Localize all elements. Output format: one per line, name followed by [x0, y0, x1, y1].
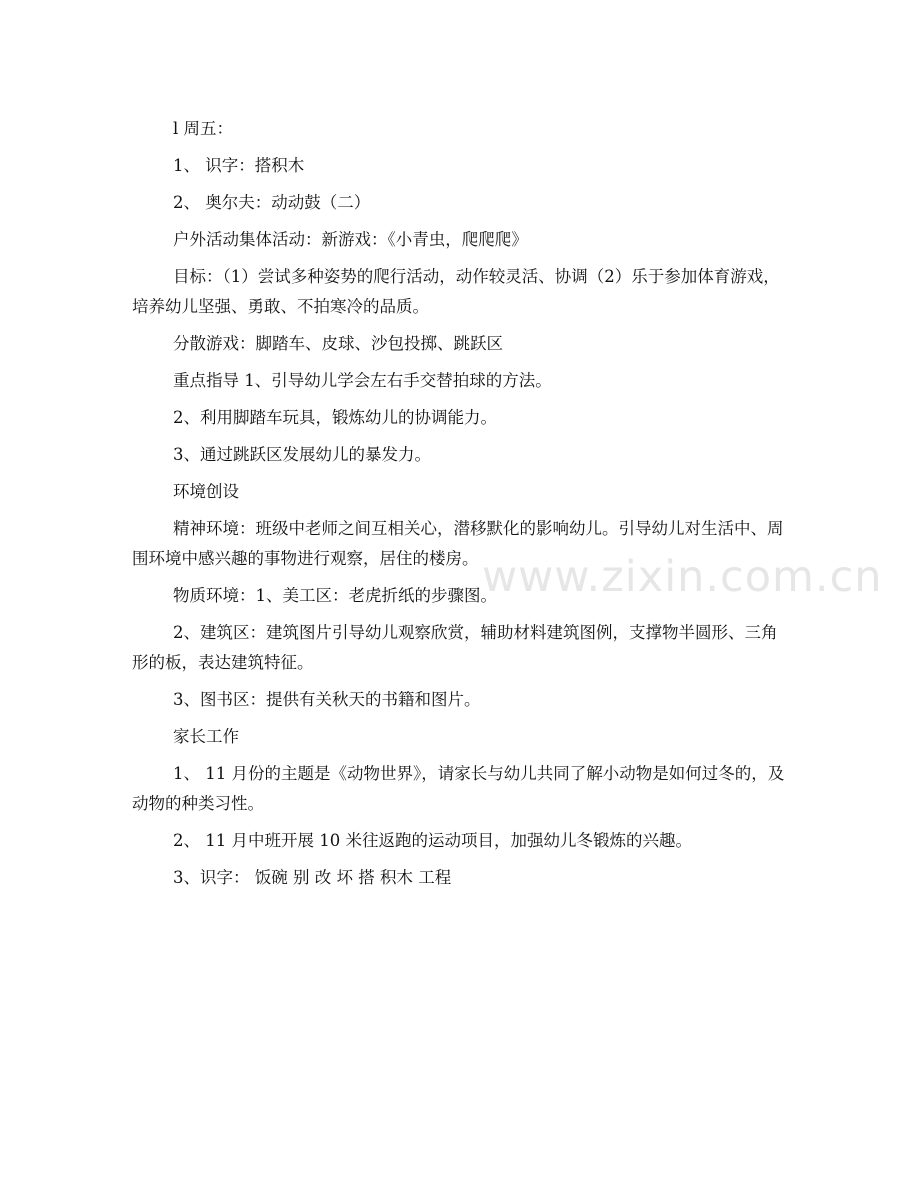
paragraph-free-play: 分散游戏：脚踏车、皮球、沙包投掷、跳跃区 [173, 334, 503, 353]
paragraph-material-environment-1: 物质环境：1、美工区：老虎折纸的步骤图。 [173, 586, 497, 605]
paragraph-friday-heading: l 周五： [173, 119, 234, 138]
paragraph-guidance-3: 3、通过跳跃区发展幼儿的暴发力。 [173, 445, 431, 464]
paragraph-orff-item: 2、 奥尔夫：动动鼓（二） [173, 193, 371, 212]
paragraph-outdoor-activity: 户外活动集体活动：新游戏：《小青虫，爬爬爬》 [173, 230, 528, 249]
paragraph-parent-work-3: 3、识字： 饭碗 别 改 坏 搭 积木 工程 [173, 868, 452, 887]
paragraph-guidance-2: 2、利用脚踏车玩具，锻炼幼儿的协调能力。 [173, 408, 497, 427]
paragraph-literacy-item: 1、 识字：搭积木 [173, 156, 305, 175]
paragraph-parent-work-1: 1、 11 月份的主题是《动物世界》，请家长与幼儿共同了解小动物是如何过冬的，及动物的种类习性。 [132, 764, 785, 813]
paragraph-material-environment-3: 3、图书区：提供有关秋天的书籍和图片。 [173, 690, 481, 709]
paragraph-goals: 目标：（1）尝试多种姿势的爬行活动，动作较灵活、协调（2）乐于参加体育游戏，培养幼儿坚强、勇敢、不拍寒冷的品质。 [132, 267, 780, 316]
document-body [132, 114, 788, 900]
paragraph-spiritual-environment: 精神环境：班级中老师之间互相关心，潜移默化的影响幼儿。引导幼儿对生活中、周围环境中感兴趣的事物进行观察，居住的楼房。 [132, 519, 784, 568]
section-heading-environment: 环境创设 [173, 482, 239, 501]
section-heading-parent-work: 家长工作 [173, 727, 239, 746]
paragraph-guidance-1: 重点指导 1、引导幼儿学会左右手交替拍球的方法。 [173, 371, 552, 390]
paragraph-material-environment-2: 2、建筑区：建筑图片引导幼儿观察欣赏，辅助材料建筑图例，支撑物半圆形、三角形的板，表达建筑特征。 [132, 623, 778, 672]
watermark: www.zixin.com.cn [482, 552, 883, 602]
paragraph-parent-work-2: 2、 11 月中班开展 10 米往返跑的运动项目，加强幼儿冬锻炼的兴趣。 [173, 831, 692, 850]
